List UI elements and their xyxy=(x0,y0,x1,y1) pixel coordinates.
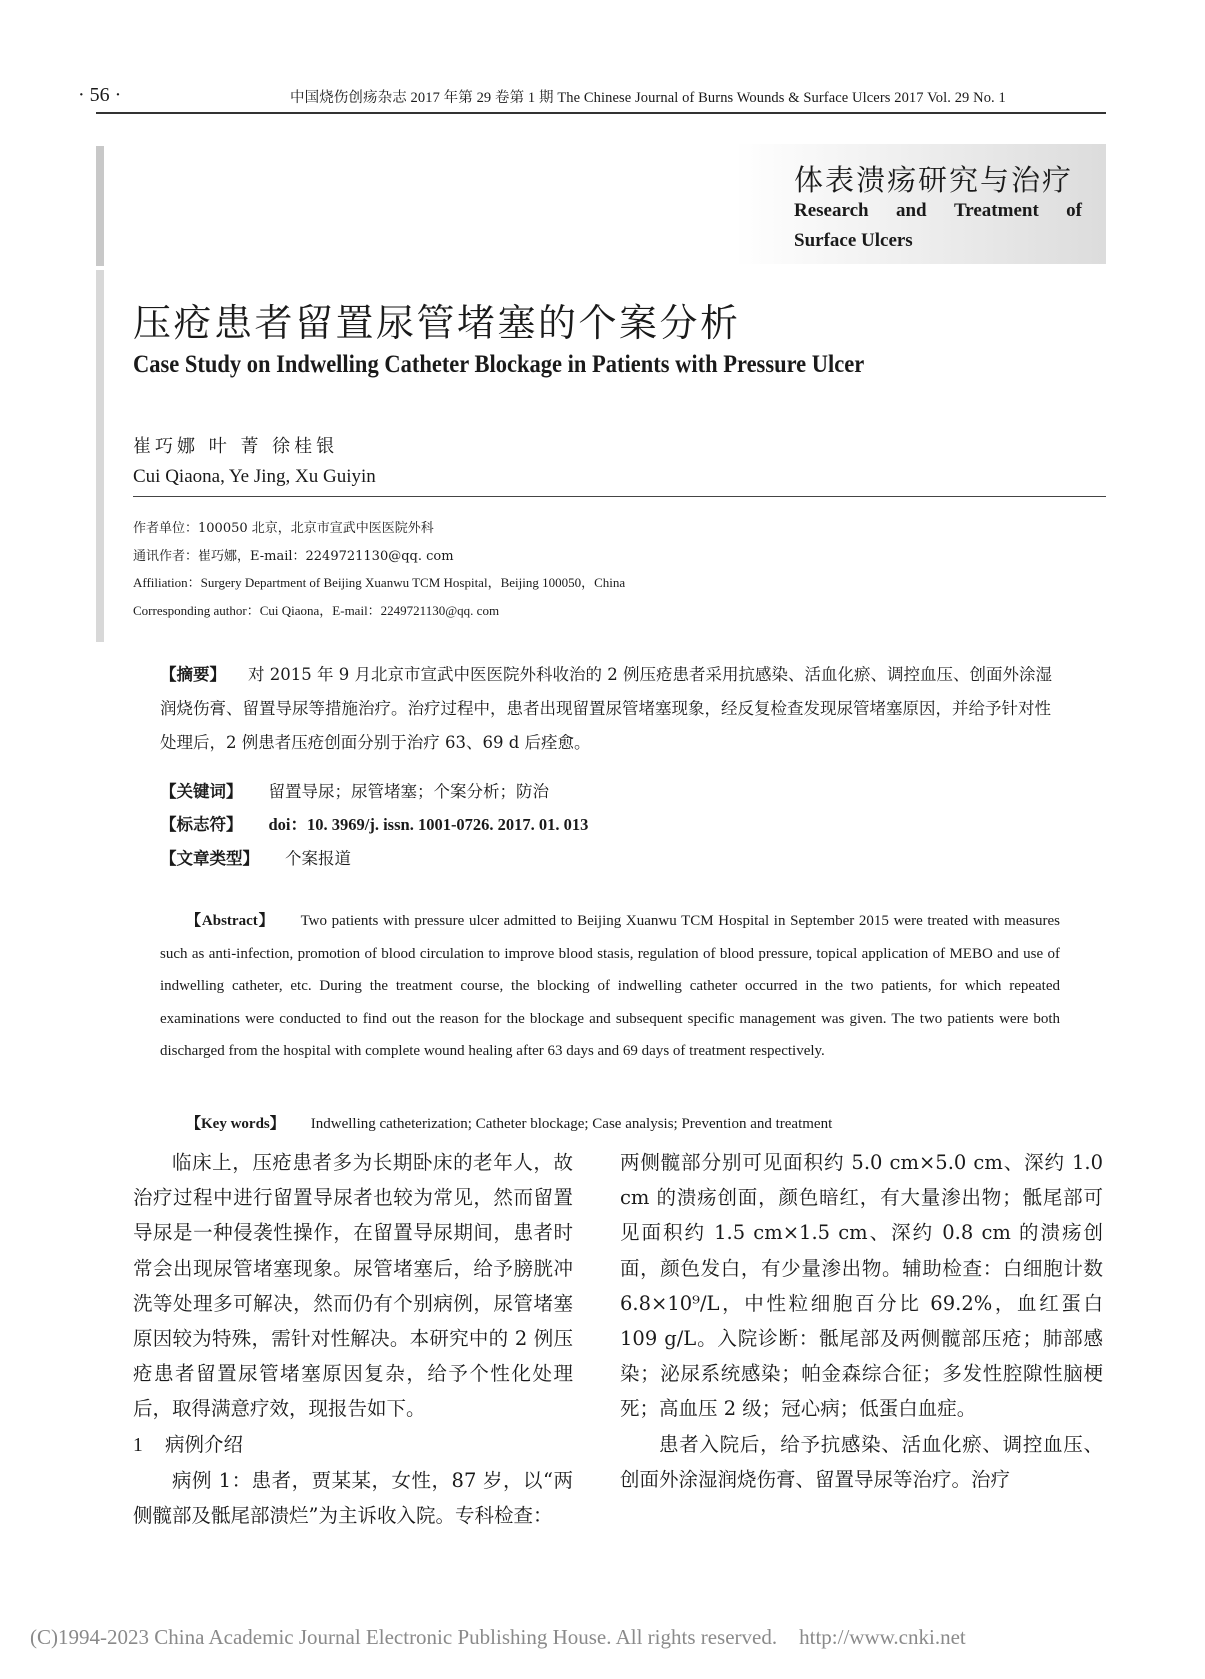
article-type-label: 【文章类型】 xyxy=(160,849,259,868)
section-banner xyxy=(104,144,1106,264)
body-right-column xyxy=(620,1145,1103,1497)
doi-label: 【标志符】 xyxy=(160,815,243,834)
body-paragraph: 患者入院后，给予抗感染、活血化瘀、调控血压、创面外涂湿润烧伤膏、留置导尿等治疗。治疗 xyxy=(620,1432,1103,1491)
keywords-en-row xyxy=(186,1112,832,1133)
corresponding-author-cn: 通讯作者：崔巧娜，E-mail：2249721130@qq. com xyxy=(133,549,454,564)
abstract-cn-text: 对 2015 年 9 月北京市宣武中医医院外科收治的 2 例压疮患者采用抗感染、活血化瘀、调控血压、创面外涂湿润烧伤膏、留置导尿等措施治疗。治疗过程中，患者出现留置尿管堵塞现象，经反复检查发现尿管堵塞原因，并给予针对性处理后，2 例患者压疮创面分别于治疗 63、69 d 后痊愈。 xyxy=(160,665,1052,752)
keywords-cn-row xyxy=(160,778,549,802)
article-title-en: Case Study on Indwelling Catheter Blockage in Patients with Pressure Ulcer xyxy=(133,351,865,378)
abstract-cn-label: 【摘要】 xyxy=(160,665,226,684)
authors-en: Cui Qiaona, Ye Jing, Xu Guiyin xyxy=(133,466,376,487)
abstract-en-label: 【Abstract】 xyxy=(186,913,275,929)
authors-divider xyxy=(133,496,1106,497)
section-title-en-line2: Surface Ulcers xyxy=(794,230,913,251)
abstract-en-text: Two patients with pressure ulcer admitted to Beijing Xuanwu TCM Hospital in September 2015 were treated with measures such as anti-infection, promotion of blood circulation to improve blood stasis, regulation of blood pressure, topical application of MEBO and use of indwelling catheter, etc. During the treatment course, the blocking of indwelling catheter occurred in the two patients, for which repeated examinations were conducted to find out the reason for the blockage and subsequent specific management was given. The two patients were both discharged from the hospital with complete wound healing after 63 days and 69 days of treatment respectively. xyxy=(160,913,1060,1060)
authors-cn: 崔巧娜 叶 菁 徐桂银 xyxy=(133,436,339,457)
section-heading xyxy=(133,1427,573,1463)
running-header: 中国烧伤创疡杂志 2017 年第 29 卷第 1 期 The Chinese Journal of Burns Wounds & Surface Ulcers 2017 Vol. 29 No. 1 xyxy=(290,90,1006,106)
body-left-column xyxy=(133,1145,573,1533)
article-title-cn: 压疮患者留置尿管堵塞的个案分析 xyxy=(133,301,741,345)
affiliation-en: Affiliation：Surgery Department of Beijing Xuanwu TCM Hospital，Beijing 100050，China xyxy=(133,575,626,590)
section-side-bar xyxy=(96,146,104,266)
keywords-cn-label: 【关键词】 xyxy=(160,782,243,801)
article-type-row xyxy=(160,845,351,869)
page-number: · 56 · xyxy=(78,84,122,106)
copyright-text: (C)1994-2023 China Academic Journal Electronic Publishing House. All rights reserved. xyxy=(30,1625,778,1649)
section-title-cn: 体表溃疡研究与治疗 xyxy=(794,163,1074,197)
keywords-cn-text: 留置导尿；尿管堵塞；个案分析；防治 xyxy=(268,782,549,801)
footer-url: http://www.cnki.net xyxy=(799,1625,966,1649)
corresponding-author-en: Corresponding author：Cui Qiaona，E-mail：2249721130@qq. com xyxy=(133,603,500,618)
abstract-cn xyxy=(160,658,1060,760)
body-paragraph: 临床上，压疮患者多为长期卧床的老年人，故治疗过程中进行留置导尿者也较为常见，然而留置导尿是一种侵袭性操作，在留置导尿期间，患者时常会出现尿管堵塞现象。尿管堵塞后，给予膀胱冲洗等处理多可解决，然而仍有个别病例，尿管堵塞原因较为特殊，需针对性解决。本研究中的 2 例压疮患者留置尿管堵塞原因复杂，给予个性化处理后，取得满意疗效，现报告如下。 xyxy=(133,1151,573,1421)
title-side-bar xyxy=(96,270,104,642)
section-title-word: Treatment xyxy=(954,200,1039,221)
affiliation-cn: 作者单位：100050 北京，北京市宣武中医医院外科 xyxy=(133,521,434,536)
section-title-word: of xyxy=(1066,200,1082,221)
section-heading-number: 1 xyxy=(133,1434,143,1456)
copyright-footer xyxy=(30,1625,966,1650)
abstract-en xyxy=(160,905,1060,1068)
body-paragraph: 两侧髋部分别可见面积约 5.0 cm×5.0 cm、深约 1.0 cm 的溃疡创面，颜色暗红，有大量渗出物；骶尾部可见面积约 1.5 cm×1.5 cm、深约 0.8 cm 的溃疡创面，颜色发白，有少量渗出物。辅助检查：白细胞计数 6.8×10⁹/L，中性粒细胞百分比 69.2%，血红蛋白 109 g/L。入院诊断：骶尾部及两侧髋部压疮；肺部感染；泌尿系统感染；帕金森综合征；多发性腔隙性脑梗死；高血压 2 级；冠心病；低蛋白血症。 xyxy=(620,1151,1103,1421)
article-type-text: 个案报道 xyxy=(285,849,351,868)
section-heading-text: 病例介绍 xyxy=(165,1432,244,1456)
doi-row xyxy=(160,811,588,835)
header-divider xyxy=(96,112,1106,114)
body-paragraph: 病例 1：患者，贾某某，女性，87 岁，以“两侧髋部及骶尾部溃烂”为主诉收入院。专科检查： xyxy=(133,1468,573,1528)
section-title-en-line1 xyxy=(794,200,1082,222)
section-title-word: Research xyxy=(794,200,869,221)
keywords-en-label: 【Key words】 xyxy=(186,1116,285,1132)
keywords-en-text: Indwelling catheterization; Catheter blockage; Case analysis; Prevention and treatment xyxy=(310,1116,833,1132)
doi-text: doi：10. 3969/j. issn. 1001-0726. 2017. 01. 013 xyxy=(268,815,589,834)
section-title-word: and xyxy=(895,200,927,221)
